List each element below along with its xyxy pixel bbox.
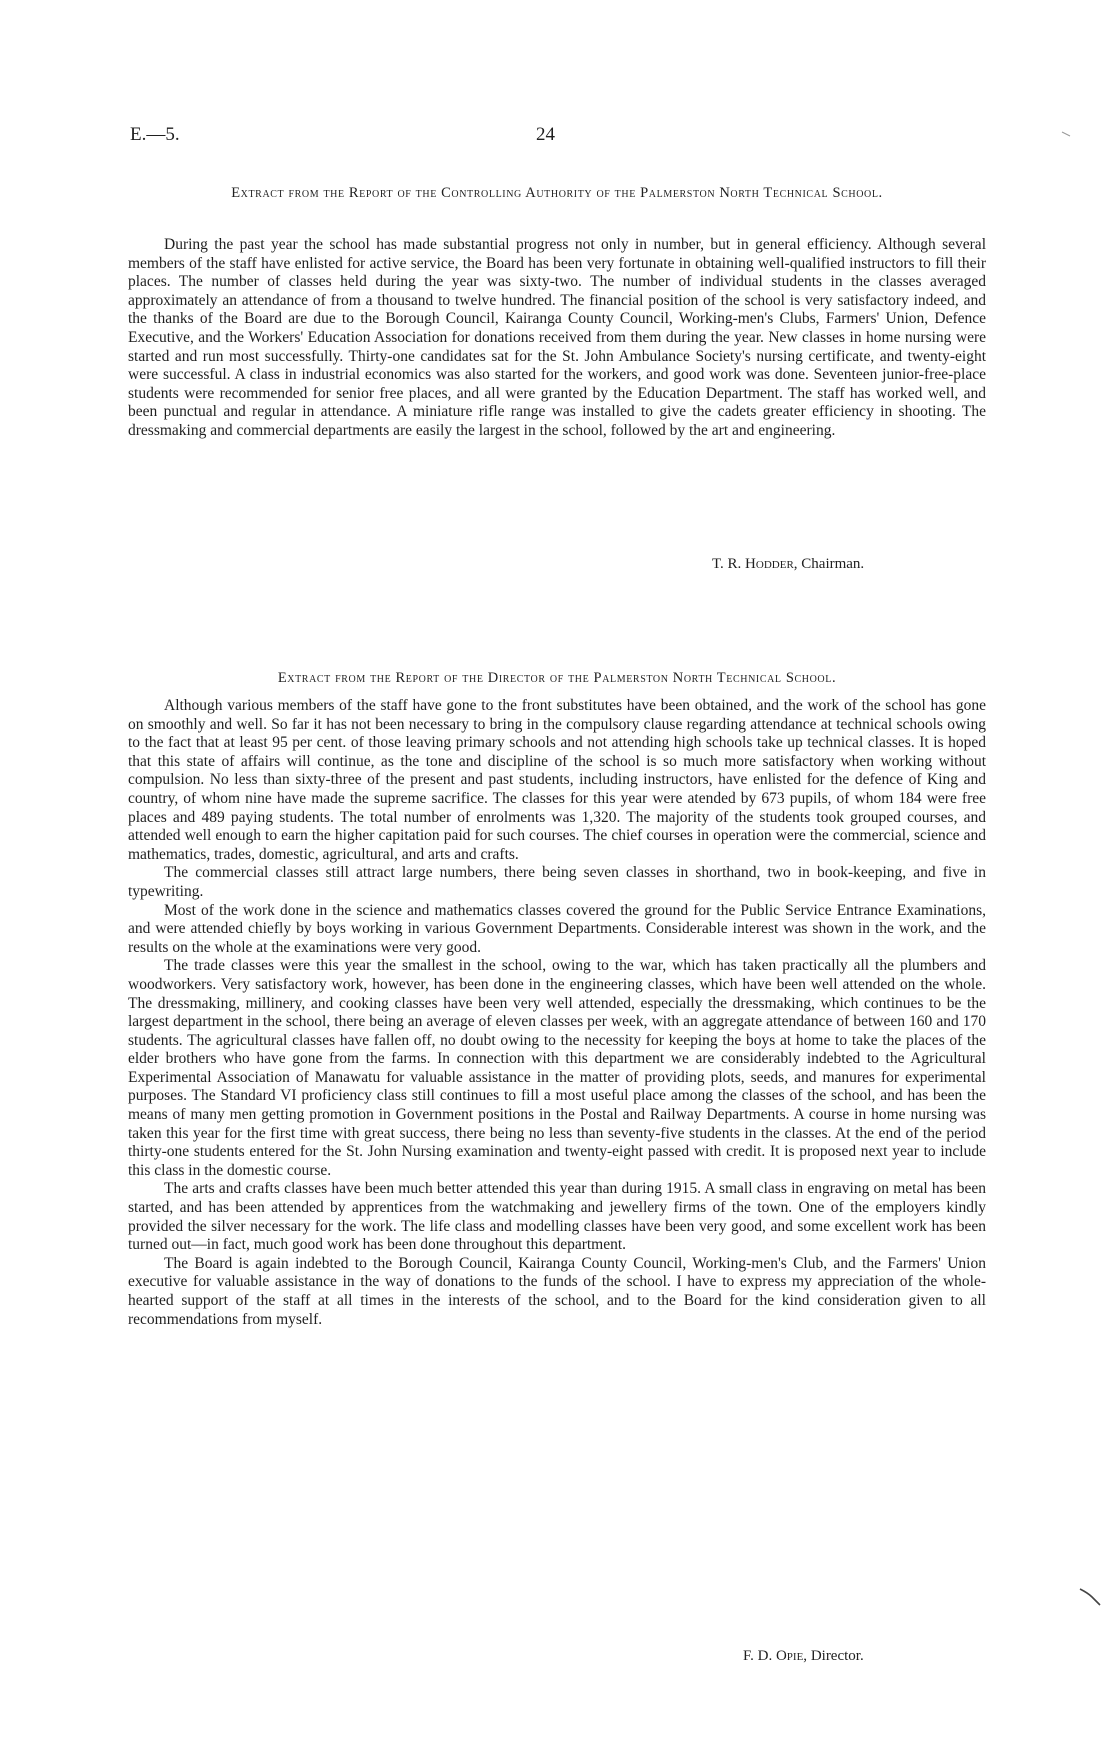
margin-tick-icon	[1060, 130, 1074, 140]
document-reference: E.—5.	[130, 124, 180, 145]
signature-title: Chairman.	[801, 556, 865, 572]
paragraph: During the past year the school has made substantial progress not only in number, but in general efficiency. Although several members of the staff have enlisted for active service, the Board has been very fortunate in obtaining well-qualified instructors to fill their places. The number of classes held during the year was sixty-two. The number of individual students in the classes averaged approximately an attendance of from a thousand to twelve hundred. The financial position of the school is very satisfactory indeed, and the thanks of the Board are due to the Borough Council, Kairanga County Council, Working-men's Clubs, Farmers' Union, Defence Executive, and the Workers' Education Association for donations received from them during the year. New classes in home nursing were started and run most successfully. Thirty-one candidates sat for the St. John Ambulance Society's nursing certificate, and twenty-eight were successful. A class in industrial economics was also started for the workers, and good work was done. Seventeen junior-free-place students were recommended for senior free places, and all were granted by the Education Department. The staff has worked well, and been punctual and regular in attendance. A miniature rifle range was installed to give the cadets greater efficiency in shooting. The dressmaking and commercial departments are easily the largest in the school, followed by the art and engineering.	[128, 236, 986, 439]
signature-chairman	[712, 556, 864, 573]
section-heading-controlling-authority: Extract from the Report of the Controlling Authority of the Palmerston North Technical School.	[231, 185, 883, 201]
section-body-controlling-authority	[128, 236, 986, 441]
paragraph: The arts and crafts classes have been much better attended this year than during 1915. A small class in engraving on metal has been started, and has been attended by apprentices from the watchmaking and jewellery firms of the town. One of the employers kindly provided the silver necessary for the work. The life class and modelling classes have been very good, and some excellent work has been turned out—in fact, much good work has been done throughout this department.	[128, 1180, 986, 1254]
page-number: 24	[536, 124, 555, 145]
paragraph: The commercial classes still attract large numbers, there being seven classes in shorthand, two in book-keeping, and five in typewriting.	[128, 864, 986, 900]
paragraph: The trade classes were this year the smallest in the school, owing to the war, which has taken practically all the plumbers and woodworkers. Very satisfactory work, however, has been done in the engineering classes, which have been well attended on the whole. The dressmaking, millinery, and cooking classes have been very well attended, especially the dressmaking, which continues to be the largest department in the school, there being an average of eleven classes per week, with an aggregate attendance of between 160 and 170 students. The agricultural classes have fallen off, no doubt owing to the necessity for keeping the boys at home to take the places of the elder brothers who have gone from the farms. In connection with this department we are considerably indebted to the Agricultural Experimental Association of Manawatu for valuable assistance in the matter of providing plots, seeds, and manures for experimental purposes. The Standard VI proficiency class still continues to fill a most useful place among the classes of the school, and has been the means of many men getting promotion in Government positions in the Postal and Railway Departments. A course in home nursing was taken this year for the first time with great success, there being no less than seventy-five students in the classes. At the end of the period thirty-one students entered for the St. John Nursing examination and twenty-eight passed with credit. It is proposed next year to include this class in the domestic course.	[128, 957, 986, 1179]
paragraph: Most of the work done in the science and mathematics classes covered the ground for the Public Service Entrance Examinations, and were attended chiefly by boys working in various Government Departments. Considerable interest was shown in the work, and the results on the whole at the examinations were very good.	[128, 901, 986, 956]
paragraph: The Board is again indebted to the Borough Council, Kairanga County Council, Working-men's Club, and the Farmers' Union executive for valuable assistance in the way of donations to the funds of the school. I have to express my appreciation of the whole-hearted support of the staff at all times in the interests of the school, and to the Board for the kind consideration given to all recommendations from myself.	[128, 1254, 986, 1328]
signature-name: F. D. Opie,	[743, 1648, 808, 1664]
signature-director	[743, 1648, 864, 1665]
section-body-director	[128, 697, 986, 1329]
signature-name: T. R. Hodder,	[712, 556, 798, 572]
signature-title: Director.	[810, 1648, 864, 1664]
section-heading-director: Extract from the Report of the Director of the Palmerston North Technical School.	[277, 670, 837, 686]
paragraph: Although various members of the staff have gone to the front substitutes have been obtained, and the work of the school has gone on smoothly and well. So far it has not been necessary to bring in the compulsory clause regarding attendance at technical schools owing to the fact that at least 95 per cent. of those leaving primary schools and not attending high schools take up technical classes. It is hoped that this state of affairs will continue, as the tone and discipline of the school is so much more satisfactory when working without compulsion. No less than sixty-three of the present and past students, including instructors, have enlisted for the defence of King and country, of whom nine have made the supreme sacrifice. The classes for this year were atended by 673 pupils, of whom 184 were free places and 489 paying students. The total number of enrolments was 1,320. The majority of the students took grouped courses, and attended well enough to earn the higher capitation paid for such courses. The chief courses in operation were the commercial, science and mathematics, trades, domestic, agricultural, and arts and crafts.	[128, 697, 986, 863]
margin-mark-icon	[1078, 1585, 1104, 1609]
